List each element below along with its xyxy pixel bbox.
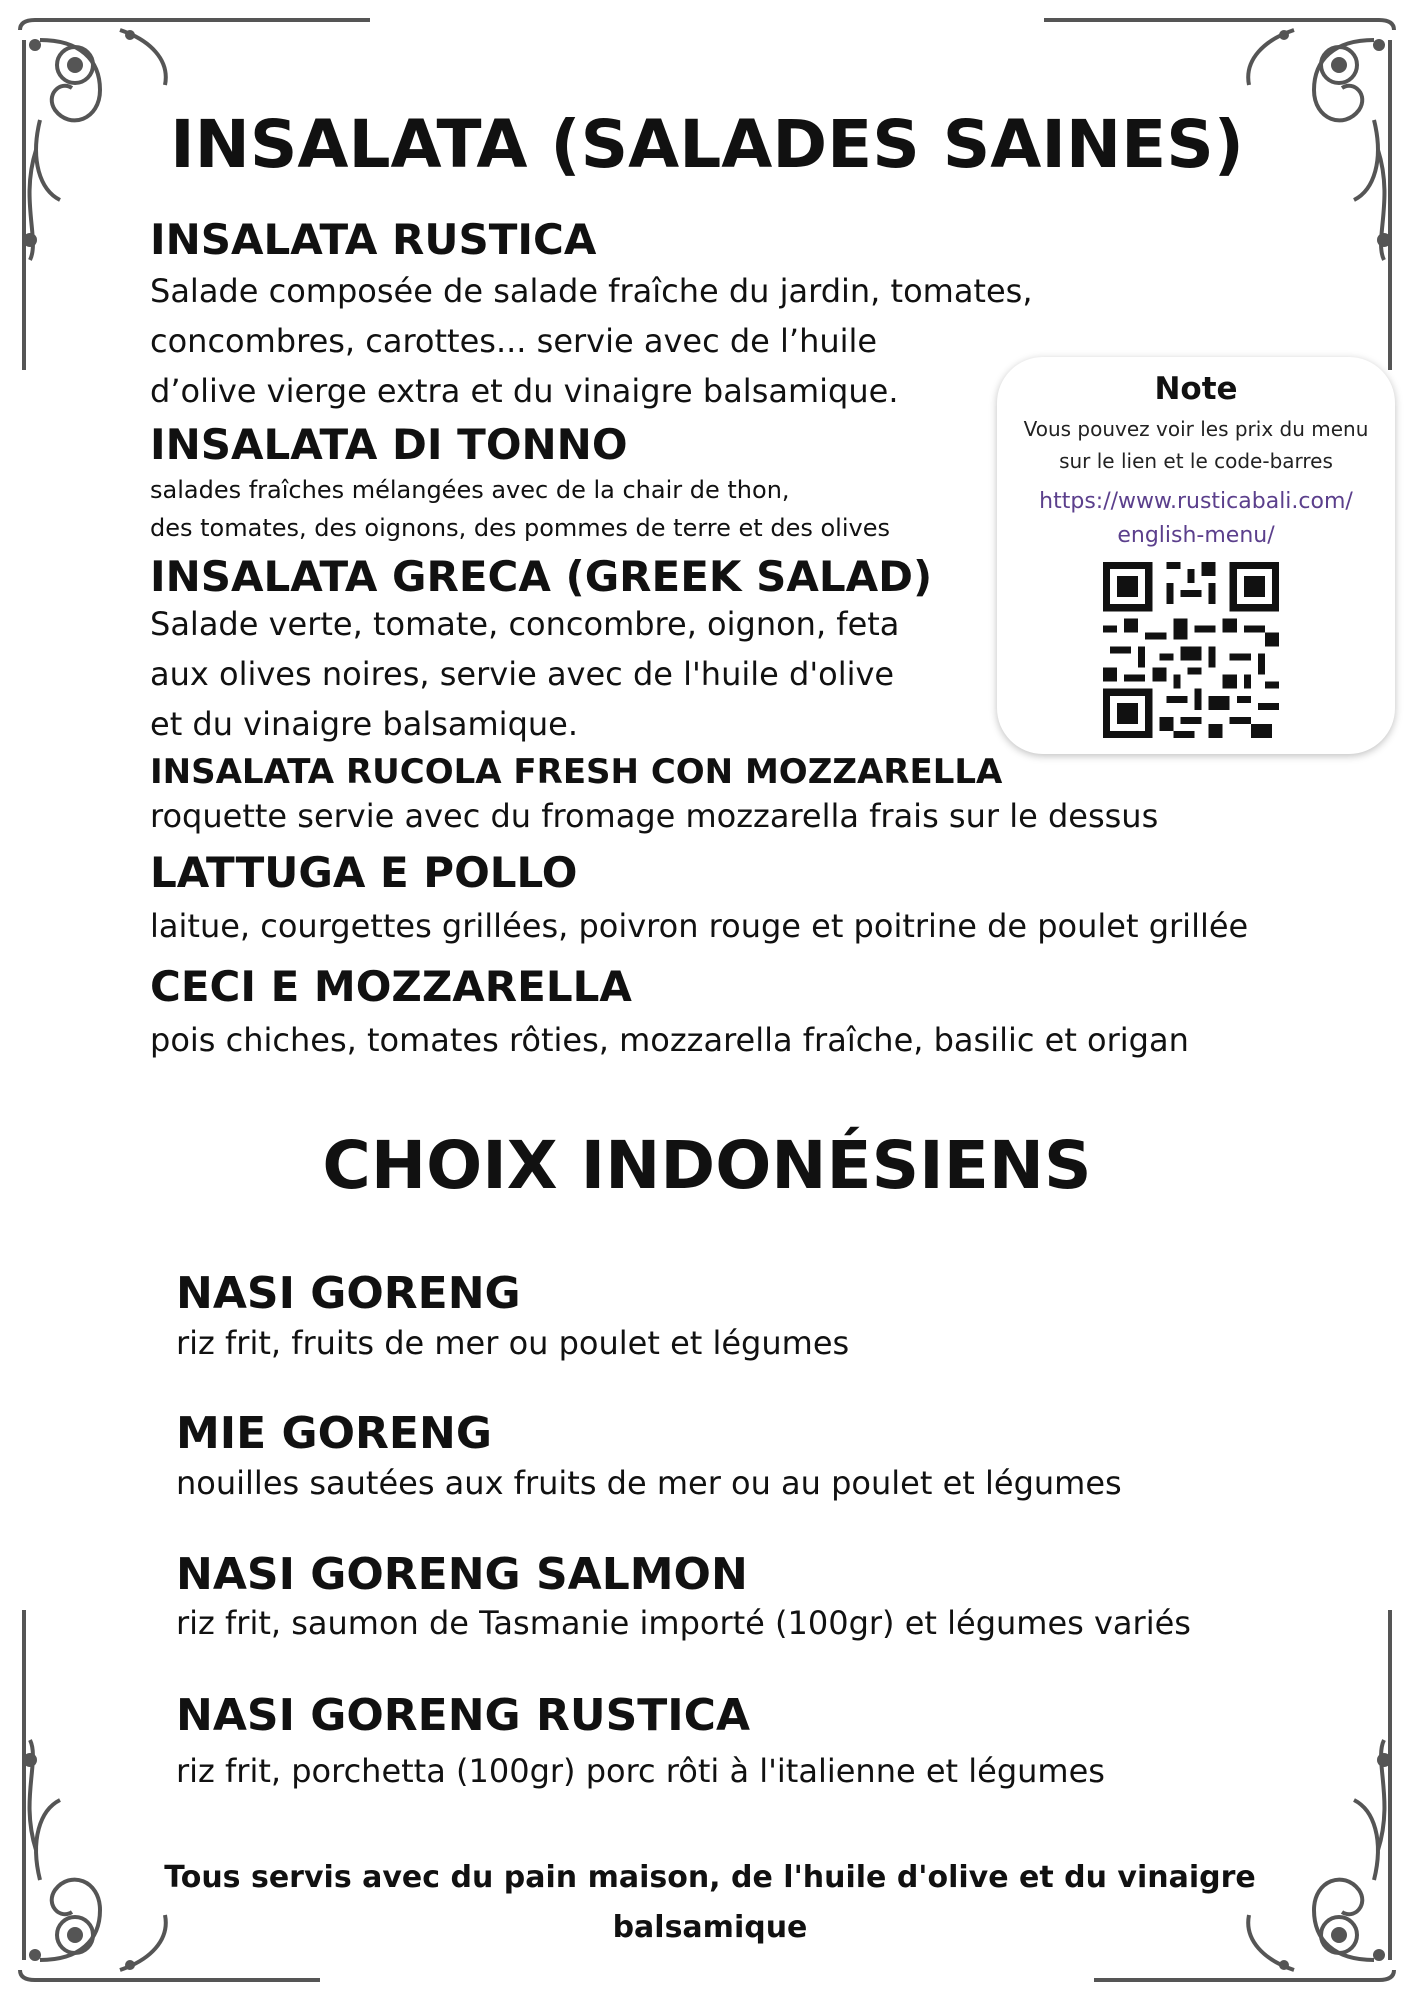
salad-name: LATTUGA E POLLO <box>150 848 578 897</box>
salad-desc: d’olive vierge extra et du vinaigre balsamique. <box>150 372 899 410</box>
salad-name: INSALATA RUCOLA FRESH CON MOZZARELLA <box>150 752 1003 792</box>
footer-line: balsamique <box>612 1910 808 1945</box>
dish-name: MIE GORENG <box>176 1408 492 1459</box>
footer-note <box>120 1853 1300 1953</box>
dish-name: NASI GORENG <box>176 1268 521 1319</box>
salad-name: INSALATA DI TONNO <box>150 420 628 469</box>
footer-line: Tous servis avec du pain maison, de l'huile d'olive et du vinaigre <box>164 1860 1256 1895</box>
salad-desc: laitue, courgettes grillées, poivron rouge et poitrine de poulet grillée <box>150 907 1249 945</box>
salad-desc: Salade verte, tomate, concombre, oignon, feta <box>150 605 900 643</box>
salads-title: INSALATA (SALADES SAINES) <box>170 106 1244 183</box>
indonesian-title: CHOIX INDONÉSIENS <box>322 1127 1092 1204</box>
dish-name: NASI GORENG SALMON <box>176 1549 748 1600</box>
dish-name: NASI GORENG RUSTICA <box>176 1690 750 1741</box>
salad-desc: Salade composée de salade fraîche du jardin, tomates, <box>150 272 1033 310</box>
dish-desc: riz frit, saumon de Tasmanie importé (100gr) et légumes variés <box>176 1604 1191 1642</box>
salad-desc: roquette servie avec du fromage mozzarella frais sur le dessus <box>150 797 1159 835</box>
price-note-card <box>997 357 1395 754</box>
note-title: Note <box>1154 371 1238 407</box>
salad-desc: salades fraîches mélangées avec de la chair de thon, <box>150 476 790 504</box>
ornament-top-right-icon <box>1014 0 1414 380</box>
salad-name: CECI E MOZZARELLA <box>150 962 632 1011</box>
note-text: sur le lien et le code-barres <box>1059 449 1333 473</box>
dish-desc: riz frit, fruits de mer ou poulet et légumes <box>176 1324 850 1362</box>
dish-desc: riz frit, porchetta (100gr) porc rôti à l'italienne et légumes <box>176 1752 1105 1790</box>
salad-desc: concombres, carottes... servie avec de l’huile <box>150 322 878 360</box>
salad-name: INSALATA RUSTICA <box>150 215 597 264</box>
dish-desc: nouilles sautées aux fruits de mer ou au poulet et légumes <box>176 1464 1122 1502</box>
qr-code-icon[interactable] <box>1103 562 1279 738</box>
menu-link[interactable]: https://www.rusticabali.com/ <box>1039 489 1353 514</box>
salad-desc: pois chiches, tomates rôties, mozzarella fraîche, basilic et origan <box>150 1021 1189 1059</box>
salad-desc: aux olives noires, servie avec de l'huile d'olive <box>150 655 895 693</box>
salad-desc: et du vinaigre balsamique. <box>150 705 579 743</box>
salad-name: INSALATA GRECA (GREEK SALAD) <box>150 552 933 601</box>
salad-desc: des tomates, des oignons, des pommes de terre et des olives <box>150 514 890 542</box>
note-text: Vous pouvez voir les prix du menu <box>1023 417 1369 441</box>
menu-link[interactable]: english-menu/ <box>1117 523 1275 548</box>
